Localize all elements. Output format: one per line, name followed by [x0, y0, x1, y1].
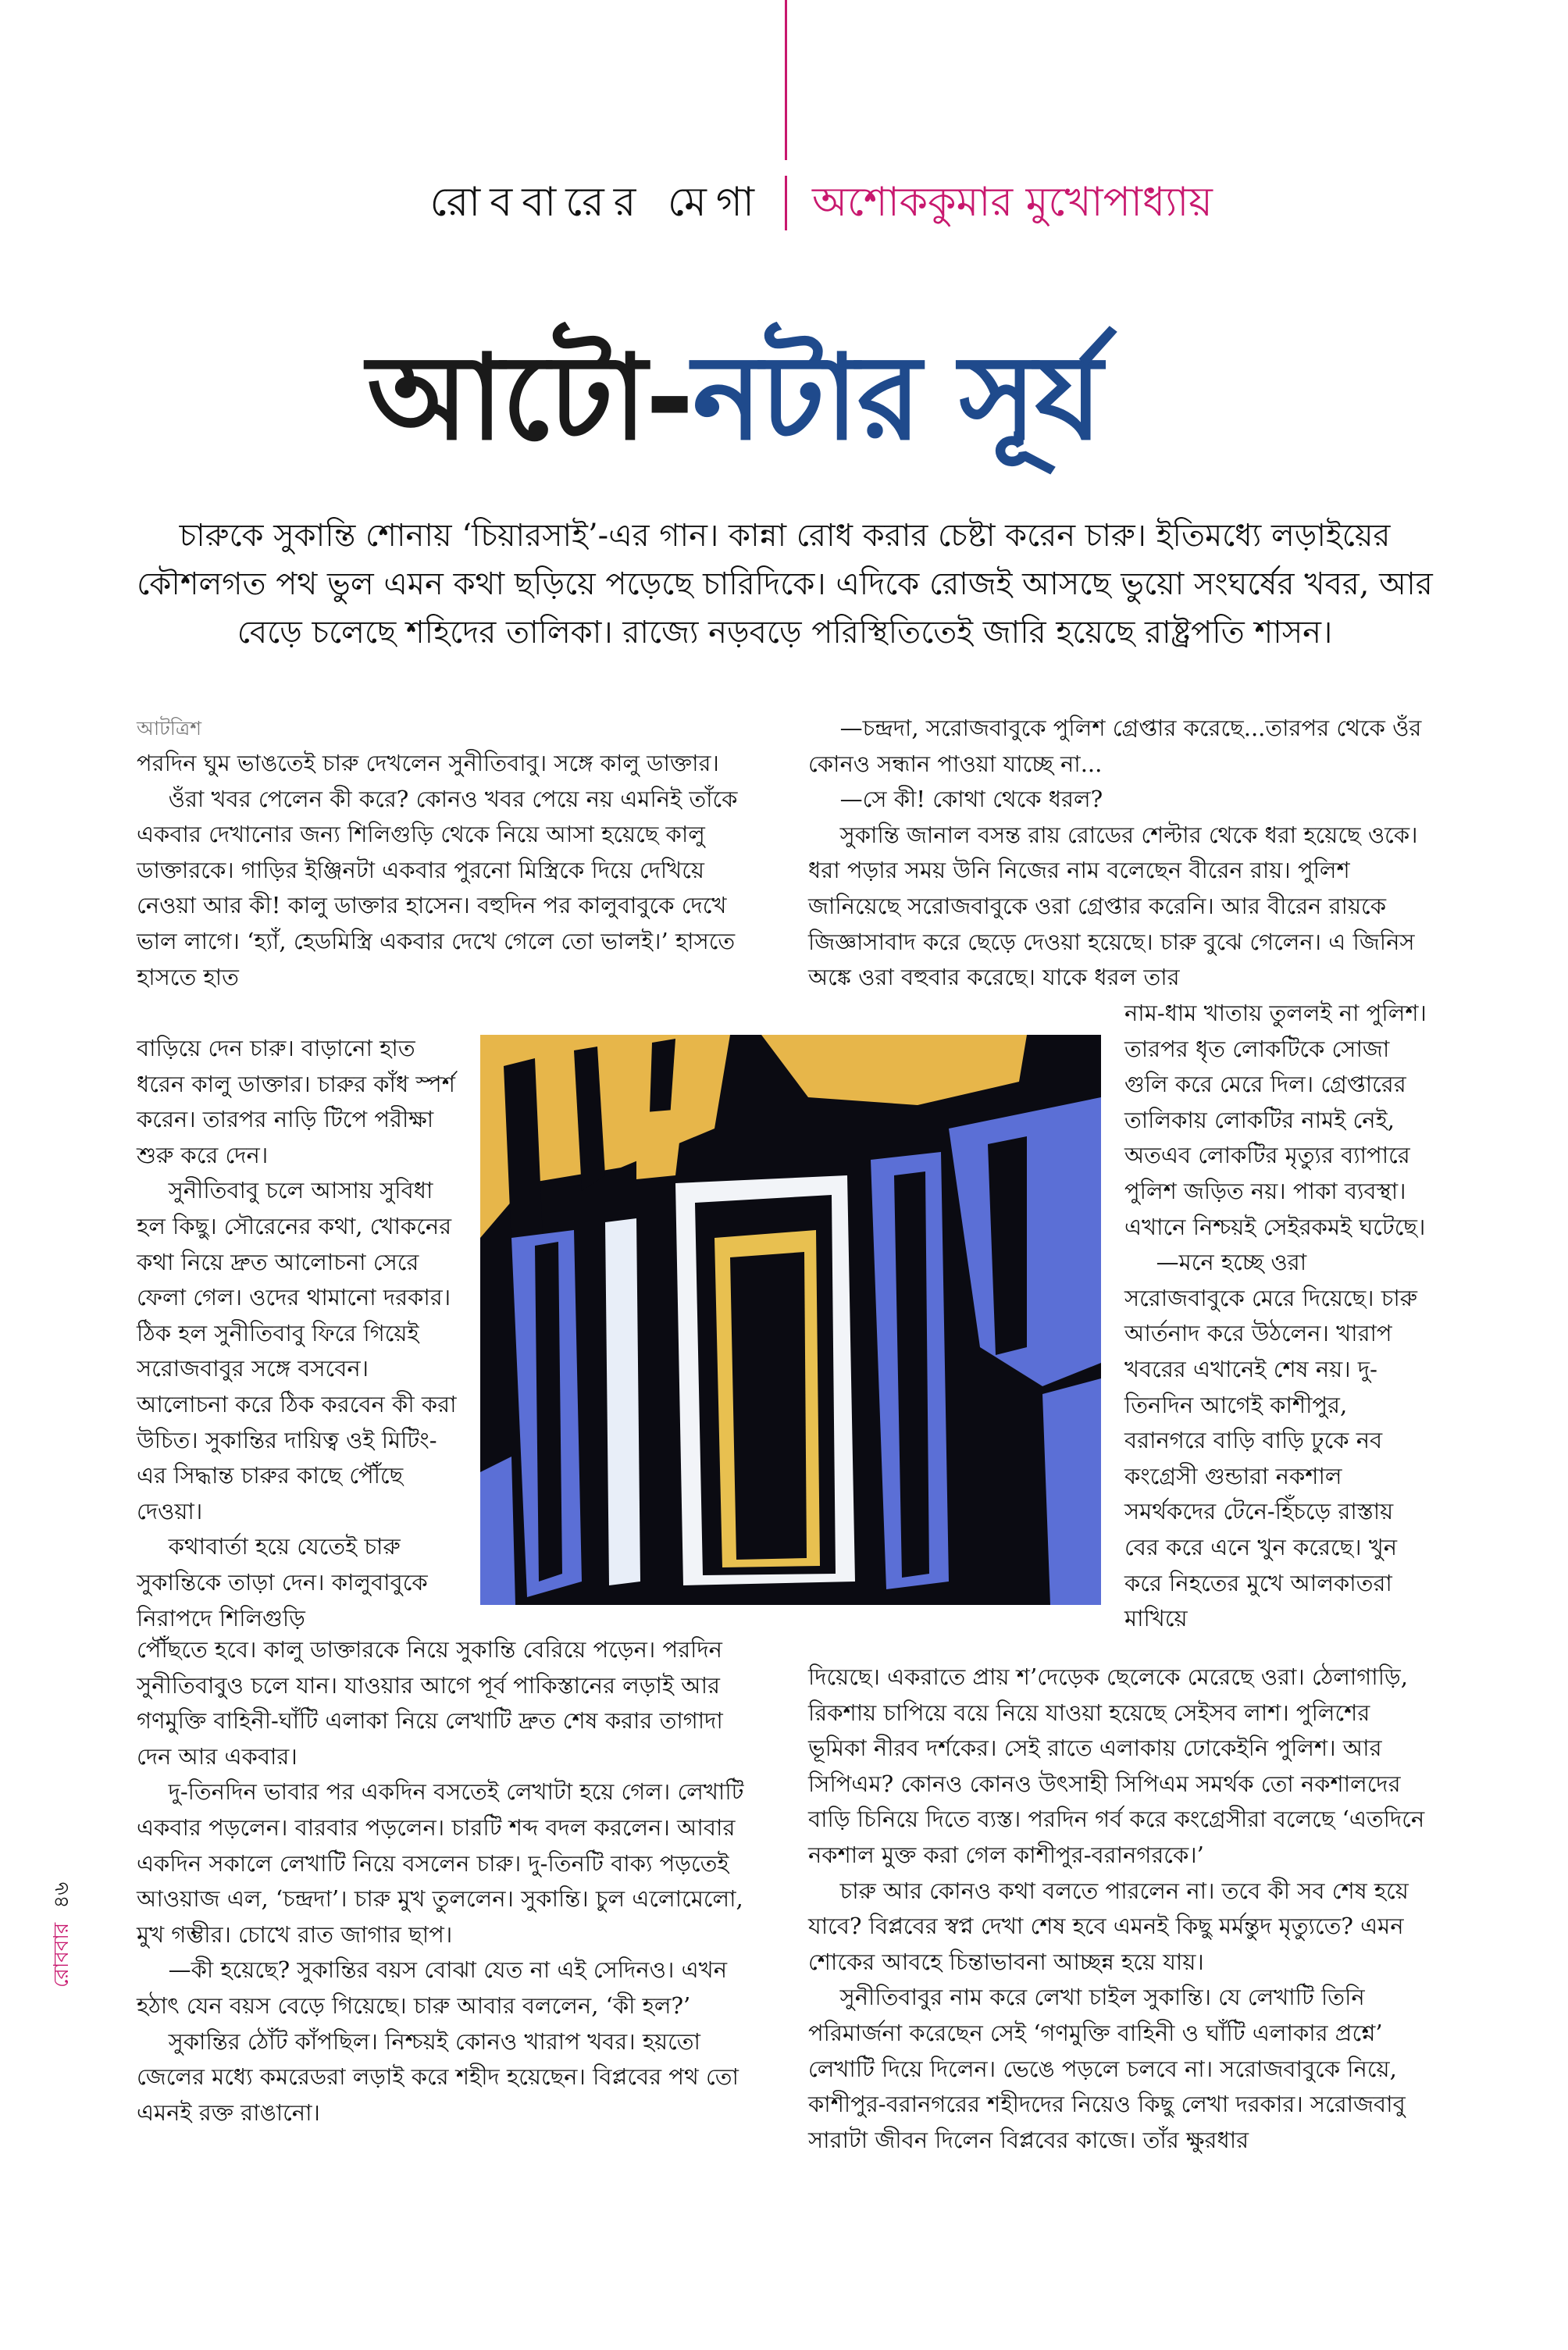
- column-1-top: [137, 711, 761, 995]
- page-number: ৪৬: [50, 1881, 73, 1909]
- paragraph: ওঁরা খবর পেলেন কী করে? কোনও খবর পেয়ে নয় এমনিই তাঁকে একবার দেখানোর জন্য শিলিগুড়ি থেকে নিয়ে আসা হয়েছে কালু ডাক্তারকে। গাড়ির ইঞ্জিনটা একবার পুরনো মিস্ত্রিকে দিয়ে দেখিয়ে নেওয়া আর কী! কালু ডাক্তার হাসেন। বহুদিন পর কালুবাবুকে দেখে ভাল লাগে। ‘হ্যাঁ, হেডমিস্ত্রি একবার দেখে গেলে তো ভালই।’ হাসতে হাসতে হাত: [137, 785, 738, 990]
- paragraph: পৌঁছতে হবে। কালু ডাক্তারকে নিয়ে সুকান্তি বেরিয়ে পড়েন। পরদিন সুনীতিবাবুও চলে যান। যাওয়ার আগে পূর্ব পাকিস্তানের লড়াই আর গণমুক্তি বাহিনী-ঘাঁটি এলাকা নিয়ে লেখাটি দ্রুত শেষ করার তাগাদা দেন আর একবার।: [137, 1636, 723, 1770]
- page-folio: [45, 1882, 80, 1988]
- author-name: অশোককুমার মুখোপাধ্যায়: [812, 179, 1213, 226]
- paragraph: নাম-ধাম খাতায় তুললই না পুলিশ। তারপর ধৃত লোকটিকে সোজা গুলি করে মেরে দিল। গ্রেপ্তারের তালিকায় লোকটির নামই নেই, অতএব লোকটির মৃত্যুর ব্যাপারে পুলিশ জড়িত নয়। পাকা ব্যবস্থা। এখানে নিশ্চয়ই সেইরকমই ঘটেছে।: [1124, 1000, 1427, 1240]
- title-part-1: আটো-: [367, 330, 693, 466]
- column-2-top: [808, 711, 1433, 996]
- column-2-bottom: [808, 1660, 1433, 2158]
- paragraph: সুকান্তির ঠোঁট কাঁপছিল। নিশ্চয়ই কোনও খারাপ খবর। হয়তো জেলের মধ্যে কমরেডরা লড়াই করে শহীদ হয়েছেন। বিপ্লবের পথ তো এমনই রক্ত রাঙানো।: [137, 2027, 739, 2126]
- paragraph: পরদিন ঘুম ভাঙতেই চারু দেখলেন সুনীতিবাবু। সঙ্গে কালু ডাক্তার।: [137, 750, 719, 776]
- paragraph: —মনে হচ্ছে ওরা সরোজবাবুকে মেরে দিয়েছে। চারু আর্তনাদ করে উঠলেন। খারাপ খবরের এখানেই শেষ নয়। দু-তিনদিন আগেই কাশীপুর, বরানগরে বাড়ি বাড়ি ঢুকে নব কংগ্রেসী গুন্ডারা নকশাল সমর্থকদের টেনে-হিঁচড়ে রাস্তায় বের করে এনে খুন করেছে। খুন করে নিহতের মুখে আলকাতরা মাখিয়ে: [1124, 1249, 1418, 1632]
- series-title: রোববারের মেগা: [429, 179, 764, 226]
- column-2-wrap: [1124, 996, 1433, 1637]
- article-title: [367, 297, 1327, 500]
- paragraph: সুকান্তি জানাল বসন্ত রায় রোডের শেল্টার থেকে ধরা হয়েছে ওকে। ধরা পড়ার সময় উনি নিজের নাম বলেছেন বীরেন রায়। পুলিশ জানিয়েছে সরোজবাবুকে ওরা গ্রেপ্তার করেনি। আর বীরেন রায়কে জিজ্ঞাসাবাদ করে ছেড়ে দেওয়া হয়েছে। চারু বুঝে গেলেন। এ জিনিস অঙ্কে ওরা বহুবার করেছে। যাকে ধরল তার: [808, 821, 1418, 991]
- chapter-label: আটত্রিশ: [137, 717, 202, 740]
- paragraph: দু-তিনদিন ভাবার পর একদিন বসতেই লেখাটা হয়ে গেল। লেখাটি একবার পড়লেন। বারবার পড়লেন। চারটি শব্দ বদল করলেন। আবার একদিন সকালে লেখাটি নিয়ে বসলেন চারু। দু-তিনটি বাক্য পড়তেই আওয়াজ এল, ‘চন্দ্রদা’। চারু মুখ তুললেন। সুকান্তি। চুল এলোমেলো, মুখ গম্ভীর। চোখে রাত জাগার ছাপ।: [137, 1778, 744, 1948]
- standfirst: চারুকে সুকান্তি শোনায় ‘চিয়ারসাই’-এর গান। কান্না রোধ করার চেষ্টা করেন চারু। ইতিমধ্যে লড়াইয়ের কৌশলগত পথ ভুল এমন কথা ছড়িয়ে পড়েছে চারিদিকে। এদিকে রোজই আসছে ভুয়ো সংঘর্ষের খবর, আর বেড়ে চলেছে শহিদের তালিকা। রাজ্যে নড়বড়ে পরিস্থিতিতেই জারি হয়েছে রাষ্ট্রপতি শাসন।: [137, 518, 1433, 651]
- paragraph: বাড়িয়ে দেন চারু। বাড়ানো হাত ধরেন কালু ডাক্তার। চারুর কাঁধ স্পর্শ করেন। তারপর নাড়ি টিপে পরীক্ষা শুরু করে দেন।: [137, 1035, 455, 1168]
- title-part-2: নটার সূর্য: [692, 330, 1101, 466]
- paragraph: —সে কী! কোথা থেকে ধরল?: [839, 786, 1103, 813]
- top-divider: [785, 0, 787, 160]
- magazine-name: রোববার: [50, 1922, 73, 1988]
- paragraph: —চন্দ্রদা, সরোজবাবুকে পুলিশ গ্রেপ্তার করেছে...তারপর থেকে ওঁর কোনও সন্ধান পাওয়া যাচ্ছে না...: [808, 715, 1422, 777]
- paragraph: চারু আর কোনও কথা বলতে পারলেন না। তবে কী সব শেষ হয়ে যাবে? বিপ্লবের স্বপ্ন দেখা শেষ হবে এমনই কিছু মর্মন্তুদ মৃত্যুতে? এমন শোকের আবহে চিন্তাভাবনা আচ্ছন্ন হয়ে যায়।: [808, 1877, 1409, 1975]
- paragraph: সুনীতিবাবু চলে আসায় সুবিধা হল কিছু। সৌরেনের কথা, খোকনের কথা নিয়ে দ্রুত আলোচনা সেরে ফেলা গেল। ওদের থামানো দরকার। ঠিক হল সুনীতিবাবু ফিরে গিয়েই সরোজবাবুর সঙ্গে বসবেন। আলোচনা করে ঠিক করবেন কী করা উচিত। সুকান্তির দায়িত্ব ওই মিটিং-এর সিদ্ধান্ত চারুর কাছে পৌঁছে দেওয়া।: [137, 1177, 457, 1524]
- paragraph: —কী হয়েছে? সুকান্তির বয়স বোঝা যেত না এই সেদিনও। এখন হঠাৎ যেন বয়স বেড়ে গিয়েছে। চারু আবার বললেন, ‘কী হল?’: [137, 1956, 728, 2019]
- header-divider: [785, 176, 787, 230]
- paragraph: দিয়েছে। একরাতে প্রায় শ’দেড়েক ছেলেকে মেরেছে ওরা। ঠেলাগাড়ি, রিকশায় চাপিয়ে বয়ে নিয়ে যাওয়া হয়েছে সেইসব লাশ। পুলিশের ভূমিকা নীরব দর্শকের। সেই রাতে এলাকায় ঢোকেইনি পুলিশ। আর সিপিএম? কোনও কোনও উৎসাহী সিপিএম সমর্থক তো নকশালদের বাড়ি চিনিয়ে দিতে ব্যস্ত। পরদিন গর্ব করে কংগ্রেসীরা বলেছে ‘এতদিনে নকশাল মুক্ত করা গেল কাশীপুর-বরানগরকে।’: [808, 1664, 1425, 1868]
- paragraph: কথাবার্তা হয়ে যেতেই চারু সুকান্তিকে তাড়া দেন। কালুবাবুকে নিরাপদে শিলিগুড়ি: [137, 1533, 428, 1631]
- paragraph: সুনীতিবাবুর নাম করে লেখা চাইল সুকান্তি। যে লেখাটি তিনি পরিমার্জনা করেছেন সেই ‘গণমুক্তি বাহিনী ও ঘাঁটি এলাকার প্রশ্নে’ লেখাটি দিয়ে দিলেন। ভেঙে পড়লে চলবে না। সরোজবাবুকে নিয়ে, কাশীপুর-বরানগরের শহীদদের নিয়েও কিছু লেখা দরকার। সরোজবাবু সারাটা জীবন দিলেন বিপ্লবের কাজে। তাঁর ক্ষুরধার: [808, 1984, 1406, 2153]
- column-1-bottom: [137, 1632, 761, 2131]
- column-1-wrap: [137, 1031, 461, 1636]
- illustration-doorway: [480, 1035, 1101, 1605]
